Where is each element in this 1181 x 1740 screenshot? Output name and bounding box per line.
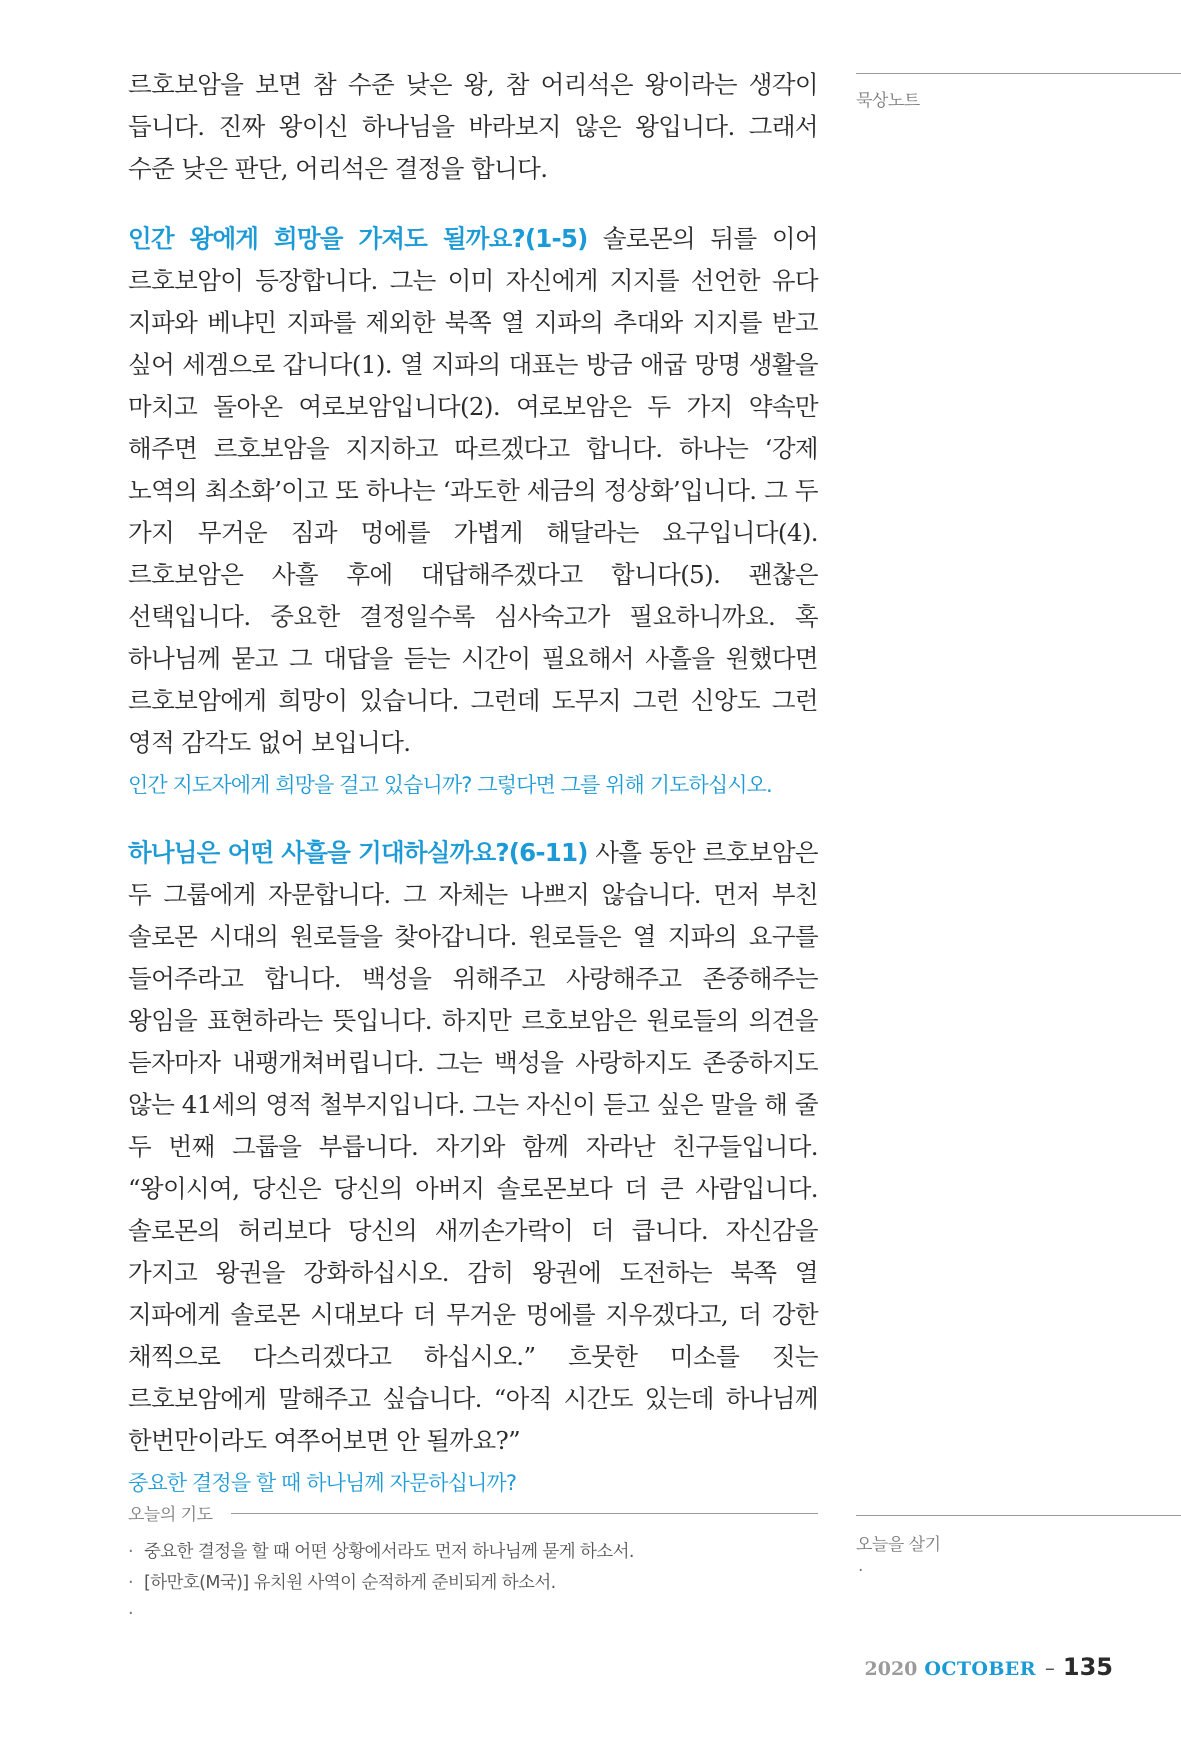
meditation-note-rule xyxy=(856,73,1181,74)
spacer xyxy=(128,190,818,218)
footer-year: 2020 xyxy=(864,1658,918,1680)
section2-question: 중요한 결정을 할 때 하나님께 자문하십니까? xyxy=(128,1471,517,1495)
intro-paragraph: 르호보암을 보면 참 수준 낮은 왕, 참 어리석은 왕이라는 생각이 듭니다. 진짜 왕이신 하나님을 바라보지 않은 왕입니다. 그래서 수준 낮은 판단, 어리석은 결정을 합니다. xyxy=(128,70,818,183)
living-today-rule xyxy=(856,1515,1181,1516)
section2-paragraph xyxy=(128,832,818,1462)
prayer-item-text: [하만호(M국)] 유치원 사역이 순적하게 준비되게 하소서. xyxy=(144,1573,556,1593)
bullet-icon: · xyxy=(128,1573,133,1593)
page-number: 135 xyxy=(1062,1653,1113,1681)
todays-prayer xyxy=(128,1500,818,1630)
bullet-icon: · xyxy=(128,1604,133,1624)
prayer-list xyxy=(128,1537,818,1630)
prayer-item-text: 중요한 결정을 할 때 어떤 상황에서라도 먼저 하나님께 묻게 하소서. xyxy=(144,1542,634,1562)
section2-heading: 하나님은 어떤 사흘을 기대하실까요?(6-11) xyxy=(128,838,588,867)
prayer-item xyxy=(128,1537,818,1568)
section1-text: 솔로몬의 뒤를 이어 르호보암이 등장합니다. 그는 이미 자신에게 지지를 선언한 유다 지파와 베냐민 지파를 제외한 북쪽 열 지파의 추대와 지지를 받고 싶어 세겜으로 갑니다(1). 열 지파의 대표는 방금 애굽 망명 생활을 마치고 돌아온 여로보암입니다(2). 여로보암은 두 가지 약속만 해주면 르호보암을 지지하고 따르겠다고 합니다. 하나는 ‘강제 노역의 최소화’이고 또 하나는 ‘과도한 세금의 정상화’입니다. 그 두 가지 무거운 짐과 멍에를 가볍게 해달라는 요구입니다(4). 르호보암은 사흘 후에 대답해주겠다고 합니다(5). 괜찮은 선택입니다. 중요한 결정일수록 심사숙고가 필요하니까요. 혹 하나님께 묻고 그 대답을 듣는 시간이 필요해서 사흘을 원했다면 르호보암에게 희망이 있습니다. 그런데 도무지 그런 신앙도 그런 영적 감각도 없어 보입니다. xyxy=(128,224,818,757)
prayer-header xyxy=(128,1500,818,1525)
spacer xyxy=(128,804,818,832)
section1-paragraph xyxy=(128,218,818,764)
meditation-note-column xyxy=(856,73,1181,111)
section1-question: 인간 지도자에게 희망을 걸고 있습니까? 그렇다면 그를 위해 기도하십시오. xyxy=(128,773,772,797)
living-today-label: 오늘을 살기 xyxy=(856,1535,941,1555)
section2-text: 사흘 동안 르호보암은 두 그룹에게 자문합니다. 그 자체는 나쁘지 않습니다. 먼저 부친 솔로몬 시대의 원로들을 찾아갑니다. 원로들은 열 지파의 요구를 들어주라고 합니다. 백성을 위해주고 사랑해주고 존중해주는 왕임을 표현하라는 뜻입니다. 하지만 르호보암은 원로들의 의견을 듣자마자 내팽개쳐버립니다. 그는 백성을 사랑하지도 존중하지도 않는 41세의 영적 철부지입니다. 그는 자신이 듣고 싶은 말을 해 줄 두 번째 그룹을 부릅니다. 자기와 함께 자라난 친구들입니다. “왕이시여, 당신은 당신의 아버지 솔로몬보다 더 큰 사람입니다. 솔로몬의 허리보다 당신의 새끼손가락이 더 큽니다. 자신감을 가지고 왕권을 강화하십시오. 감히 왕권에 도전하는 북쪽 열 지파에게 솔로몬 시대보다 더 무거운 멍에를 지우겠다고, 더 강한 채찍으로 다스리겠다고 하십시오.” 흐뭇한 미소를 짓는 르호보암에게 말해주고 싶습니다. “아직 시간도 있는데 하나님께 한번만이라도 여쭈어보면 안 될까요?” xyxy=(128,838,818,1455)
bullet-icon: · xyxy=(858,1561,864,1581)
page-footer xyxy=(865,1653,1114,1681)
prayer-rule xyxy=(231,1513,818,1514)
main-content xyxy=(128,64,818,1502)
living-today xyxy=(856,1515,1181,1581)
prayer-item xyxy=(128,1599,818,1630)
prayer-item xyxy=(128,1568,818,1599)
section1-heading: 인간 왕에게 희망을 가져도 될까요?(1-5) xyxy=(128,224,588,253)
prayer-title: 오늘의 기도 xyxy=(128,1505,213,1525)
bullet-icon: · xyxy=(128,1542,133,1562)
meditation-note-label: 묵상노트 xyxy=(856,91,920,111)
footer-month: OCTOBER xyxy=(924,1658,1036,1680)
footer-dash: – xyxy=(1044,1656,1055,1680)
